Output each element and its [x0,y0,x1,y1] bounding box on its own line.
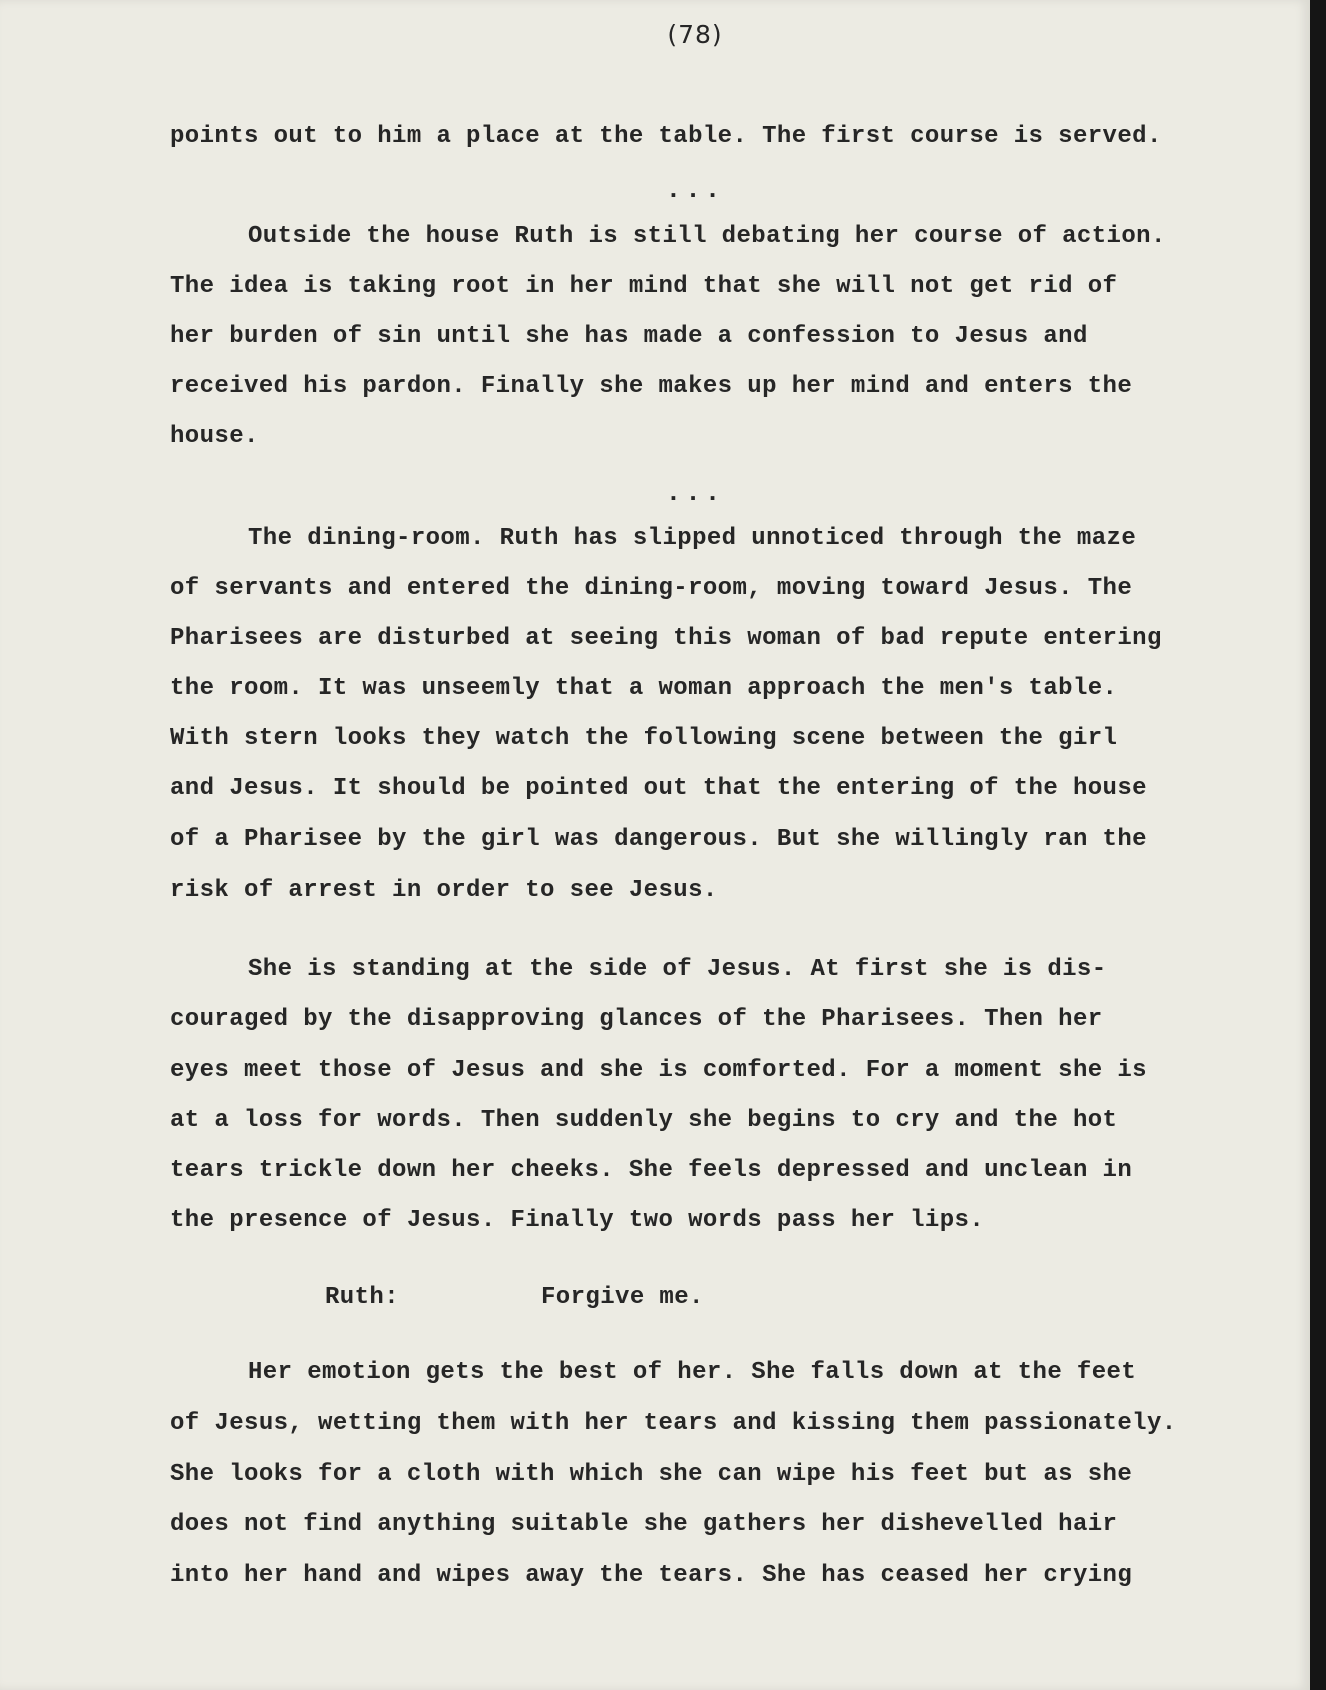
text-line: With stern looks they watch the following scene between the girl [170,725,1118,752]
text-line: risk of arrest in order to see Jesus. [170,877,718,904]
text-line: received his pardon. Finally she makes up her mind and enters the [170,373,1133,400]
text-line: The idea is taking root in her mind that she will not get rid of [170,273,1118,300]
text-line: She is standing at the side of Jesus. At first she is dis- [248,956,1107,983]
text-line: and Jesus. It should be pointed out that the entering of the house [170,775,1147,802]
text-line: of Jesus, wetting them with her tears and kissing them passionately. [170,1410,1177,1437]
text-line: at a loss for words. Then suddenly she begins to cry and the hot [170,1107,1118,1134]
text-line: house. [170,423,259,450]
dialogue-speaker: Ruth: [325,1284,400,1311]
text-line: couraged by the disapproving glances of the Pharisees. Then her [170,1006,1103,1033]
text-line: The dining-room. Ruth has slipped unnoticed through the maze [248,525,1137,552]
section-separator: ... [665,478,725,508]
text-line: She looks for a cloth with which she can wipe his feet but as she [170,1461,1133,1488]
page-edge [1310,0,1326,1690]
text-line: into her hand and wipes away the tears. She has ceased her crying [170,1562,1133,1589]
text-line: Pharisees are disturbed at seeing this woman of bad repute entering [170,625,1162,652]
text-line: the presence of Jesus. Finally two words pass her lips. [170,1207,985,1234]
text-line: of a Pharisee by the girl was dangerous. But she willingly ran the [170,826,1147,853]
text-line: eyes meet those of Jesus and she is comforted. For a moment she is [170,1057,1147,1084]
text-line: the room. It was unseemly that a woman approach the men's table. [170,675,1118,702]
text-line: Her emotion gets the best of her. She falls down at the feet [248,1359,1137,1386]
text-line: Outside the house Ruth is still debating her course of action. [248,223,1166,250]
text-line: points out to him a place at the table. The first course is served. [170,123,1162,150]
text-line: her burden of sin until she has made a confession to Jesus and [170,323,1088,350]
dialogue-speech: Forgive me. [541,1284,704,1311]
text-line: does not find anything suitable she gathers her dishevelled hair [170,1511,1118,1538]
text-line: of servants and entered the dining-room, moving toward Jesus. The [170,575,1133,602]
text-line: tears trickle down her cheeks. She feels depressed and unclean in [170,1157,1133,1184]
section-separator: ... [665,175,725,205]
page-number: (78) [667,20,723,49]
